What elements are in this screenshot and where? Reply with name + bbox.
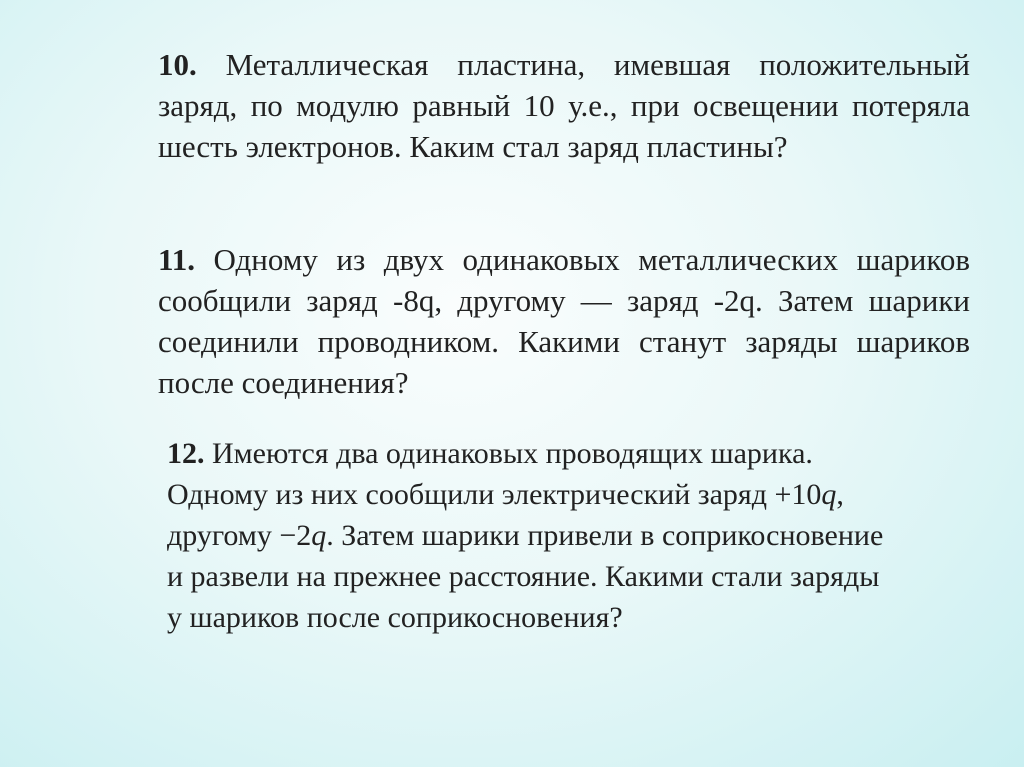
problem-text: . Затем шарики привели в соприкосновение	[326, 519, 884, 552]
problem-line	[167, 474, 987, 515]
problem-line	[167, 597, 987, 638]
problem-line	[167, 433, 987, 474]
problem-12	[167, 433, 987, 638]
problem-text: Одному из двух одинаковых металлических шариков сообщили заряд -8q, другому — заряд -2q. Затем шарики соединили проводником. Какими станут заряды шариков после соединения?	[158, 242, 970, 400]
problem-line	[167, 556, 987, 597]
charge-symbol: q	[821, 478, 837, 511]
problem-line	[167, 515, 987, 556]
problem-text: Одному из них сообщили электрический заряд +10	[167, 478, 822, 511]
problem-text: у шариков после соприкосновения?	[167, 601, 623, 634]
problem-text: ,	[836, 478, 844, 511]
problem-text: и развели на прежнее расстояние. Какими стали заряды	[167, 560, 880, 593]
problem-number: 10.	[158, 47, 197, 82]
problem-10	[158, 44, 970, 167]
problem-text: Металлическая пластина, имевшая положительный заряд, по модулю равный 10 у.е., при освещении потеряла шесть электронов. Каким стал заряд пластины?	[158, 47, 970, 164]
problem-text: Имеются два одинаковых проводящих шарика.	[212, 437, 813, 470]
problem-number: 12.	[167, 437, 205, 470]
charge-symbol: q	[311, 519, 327, 552]
problem-11	[158, 239, 970, 403]
problem-text: другому −2	[167, 519, 312, 552]
problem-number: 11.	[158, 242, 196, 277]
